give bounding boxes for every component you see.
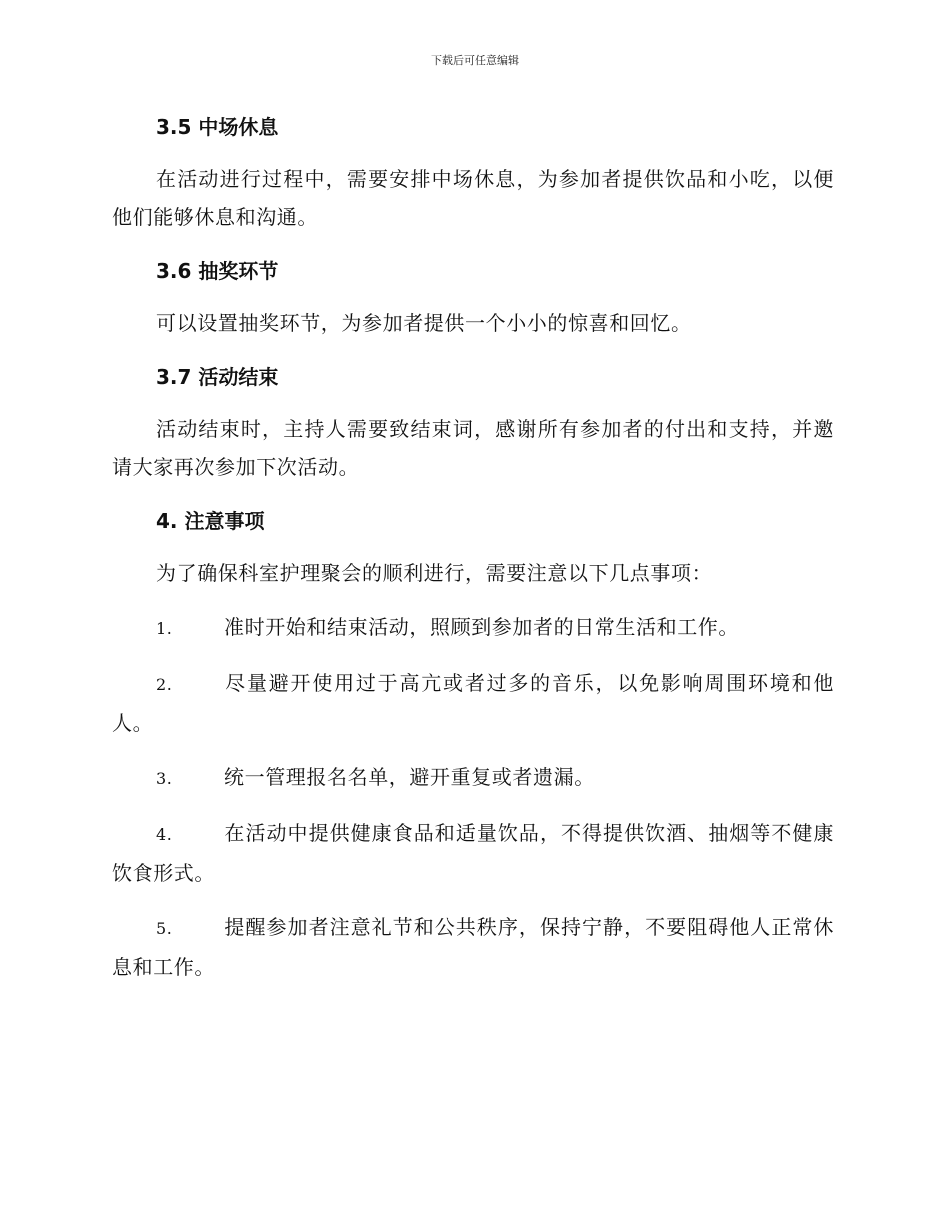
list-text: 尽量避开使用过于高亢或者过多的音乐，以免影响周围环境和他人。 [112,671,834,735]
paragraph-4-intro: 为了确保科室护理聚会的顺利进行，需要注意以下几点事项： [156,561,713,585]
heading-3-6: 3.6 抽奖环节 [156,259,279,283]
list-number: 4. [156,825,173,844]
list-text: 统一管理报名名单，避开重复或者遗漏。 [224,765,595,789]
list-number: 2. [156,675,173,694]
list-item [112,908,834,986]
paragraph-3-7: 活动结束时，主持人需要致结束词，感谢所有参加者的付出和支持，并邀请大家再次参加下次活动。 [112,417,834,479]
list-number: 3. [156,769,173,788]
list-number: 5. [156,919,173,938]
list-number: 1. [156,619,173,638]
list-text: 提醒参加者注意礼节和公共秩序，保持宁静，不要阻碍他人正常休息和工作。 [112,915,834,979]
list-text: 准时开始和结束活动，照顾到参加者的日常生活和工作。 [224,615,739,639]
list-item [112,814,834,892]
heading-3-7: 3.7 活动结束 [156,365,279,389]
list-text: 在活动中提供健康食品和适量饮品，不得提供饮酒、抽烟等不健康饮食形式。 [112,821,834,885]
list-item [112,758,834,798]
heading-3-5: 3.5 中场休息 [156,115,279,139]
list-item [112,608,834,648]
document-body [112,108,834,1002]
list-item [112,664,834,742]
paragraph-3-5: 在活动进行过程中，需要安排中场休息，为参加者提供饮品和小吃，以便他们能够休息和沟通。 [112,167,834,229]
page-header: 下载后可任意编辑 [431,54,519,67]
heading-4: 4. 注意事项 [156,509,265,533]
paragraph-3-6: 可以设置抽奖环节，为参加者提供一个小小的惊喜和回忆。 [156,311,692,335]
